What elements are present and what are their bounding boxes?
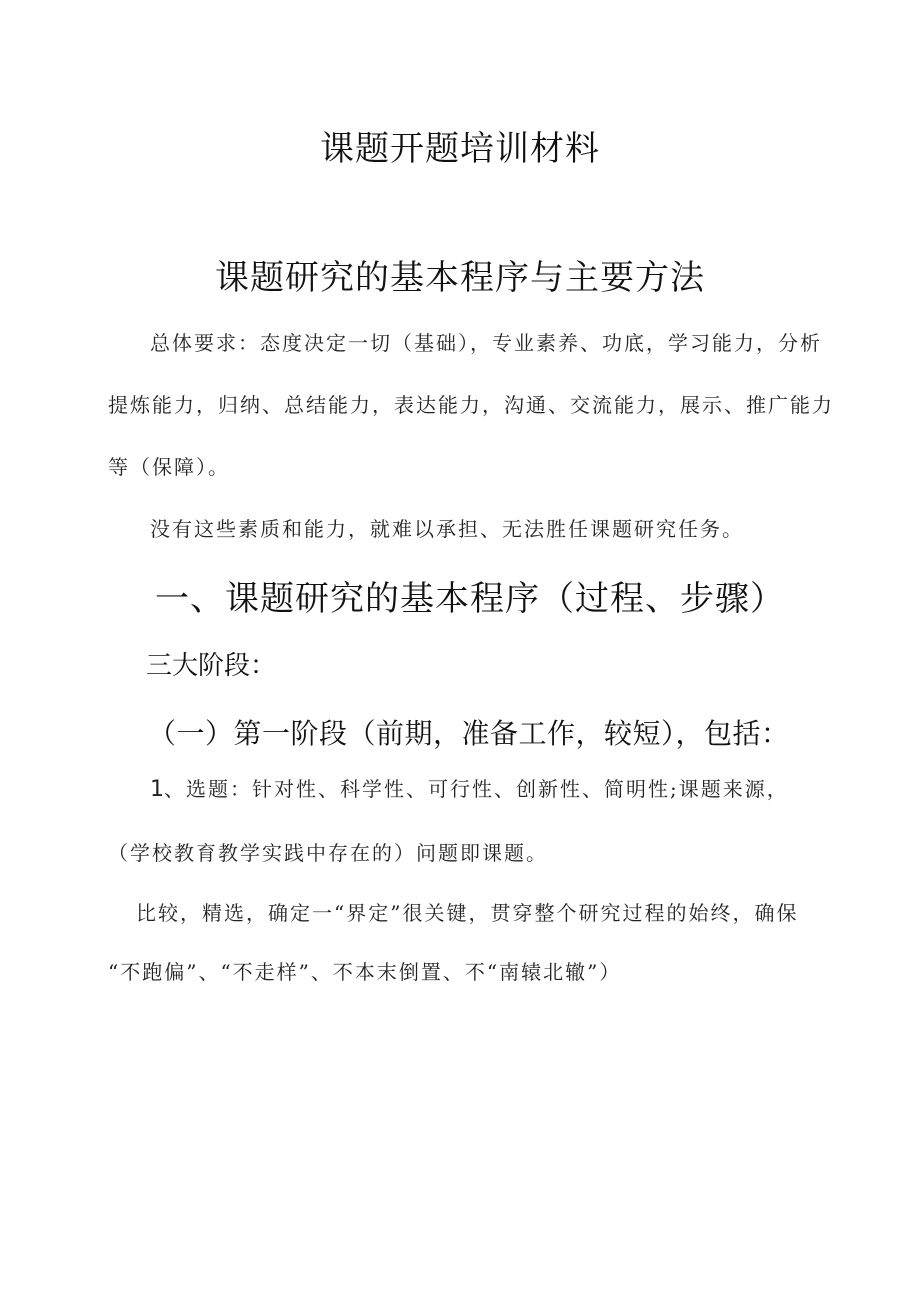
item-1-text: 、选题：针对性、科学性、可行性、创新性、简明性;课题来源，: [164, 777, 789, 801]
document-subtitle: 课题研究的基本程序与主要方法: [215, 258, 705, 298]
item-1-line-1: [150, 779, 789, 801]
selection-line-1: 比较，精选，确定一“界定”很关键，贯穿整个研究过程的始终，确保: [136, 901, 799, 925]
abilities-note: 没有这些素质和能力，就难以承担、无法胜任课题研究任务。: [150, 517, 744, 541]
requirements-line-3: 等（保障）。: [108, 455, 230, 479]
selection-line-2: “不跑偏”、“不走样”、不本末倒置、不“南辕北辙”）: [108, 960, 622, 984]
stages-label: 三大阶段：: [146, 651, 277, 681]
document-title: 课题开题培训材料: [320, 129, 600, 169]
requirements-line-2: 提炼能力，归纳、总结能力，表达能力，沟通、交流能力，展示、推广能力: [108, 393, 834, 417]
item-1-line-2: （学校教育教学实践中存在的）问题即课题。: [108, 841, 548, 865]
section-heading-1: 一、课题研究的基本程序（过程、步骤）: [155, 579, 785, 619]
phase-1-heading: （一）第一阶段（前期，准备工作，较短），包括：: [148, 717, 790, 750]
item-1-number: 1: [150, 777, 164, 802]
requirements-line-1: 总体要求：态度决定一切（基础），专业素养、功底，学习能力，分析: [150, 331, 822, 355]
